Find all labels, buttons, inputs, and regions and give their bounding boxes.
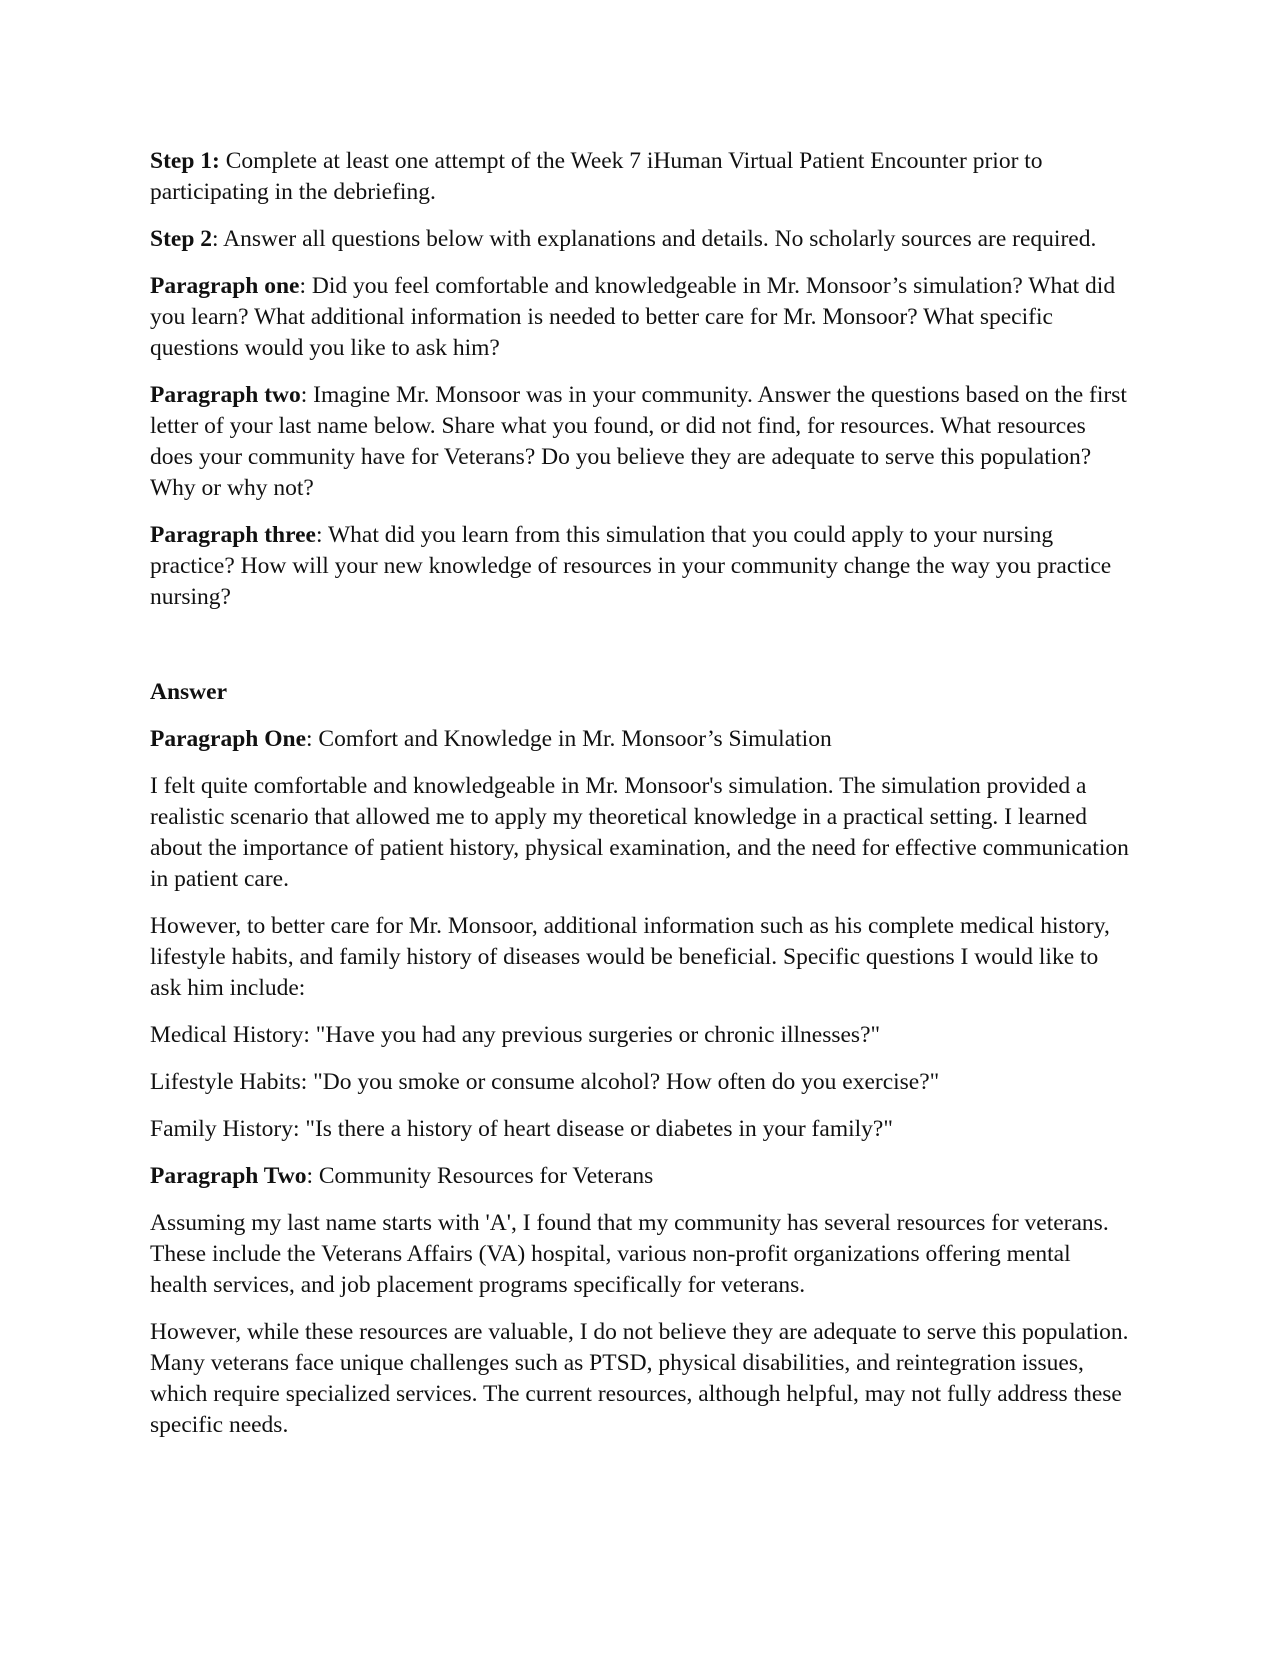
instruction-label: Paragraph two xyxy=(150,382,301,408)
answer-paragraph-two-heading xyxy=(150,1161,1132,1192)
answer-paragraph-two-body-1: Assuming my last name starts with 'A', I found that my community has several resources for veterans. These include the Veterans Affairs (VA) hospital, various non-profit organizations offering mental health services, and job placement programs specifically for veterans. xyxy=(150,1210,1109,1298)
instruction-step-2 xyxy=(150,224,1132,255)
instruction-label: Paragraph three xyxy=(150,522,316,548)
section-label: Paragraph Two xyxy=(150,1163,307,1189)
answer-heading-text: Answer xyxy=(150,679,228,705)
instruction-paragraph-one xyxy=(150,271,1132,364)
question-family-history: Family History: "Is there a history of heart disease or diabetes in your family?" xyxy=(150,1116,893,1142)
instruction-label: Step 1: xyxy=(150,148,220,174)
section-title: : Community Resources for Veterans xyxy=(306,1163,654,1189)
instruction-paragraph-three xyxy=(150,520,1132,613)
instruction-text: : Did you feel comfortable and knowledgeable in Mr. Monsoor’s simulation? What did you learn? What additional information is needed to better care for Mr. Monsoor? What specific questions would you like to ask him? xyxy=(150,273,1116,361)
instruction-text: : What did you learn from this simulation that you could apply to your nursing practice? How will your new knowledge of resources in your community change the way you practice nursing? xyxy=(150,522,1112,610)
document-page xyxy=(150,146,1132,1457)
section-label: Paragraph One xyxy=(150,726,307,752)
instruction-label: Paragraph one xyxy=(150,273,300,299)
section-spacer xyxy=(150,629,1132,677)
instruction-step-1 xyxy=(150,146,1132,208)
instruction-label: Step 2 xyxy=(150,226,213,252)
answer-paragraph-one-heading xyxy=(150,724,1132,755)
answer-paragraph-one-body-1: I felt quite comfortable and knowledgeable in Mr. Monsoor's simulation. The simulation provided a realistic scenario that allowed me to apply my theoretical knowledge in a practical setting. I learned about the importance of patient history, physical examination, and the need for effective communication in patient care. xyxy=(150,773,1129,892)
instruction-text: Complete at least one attempt of the Week 7 iHuman Virtual Patient Encounter prior to participating in the debriefing. xyxy=(150,148,1043,205)
instruction-text: : Imagine Mr. Monsoor was in your community. Answer the questions based on the first letter of your last name below. Share what you found, or did not find, for resources. What resources does your community have for Veterans? Do you believe they are adequate to serve this population? Why or why not? xyxy=(150,382,1127,501)
instruction-paragraph-two xyxy=(150,380,1132,504)
answer-heading xyxy=(150,677,1132,708)
answer-paragraph-one-body-2: However, to better care for Mr. Monsoor, additional information such as his complete medical history, lifestyle habits, and family history of diseases would be beneficial. Specific questions I would like to ask him include: xyxy=(150,913,1110,1001)
question-medical-history: Medical History: "Have you had any previous surgeries or chronic illnesses?" xyxy=(150,1022,881,1048)
answer-paragraph-two-body-2: However, while these resources are valuable, I do not believe they are adequate to serve this population. Many veterans face unique challenges such as PTSD, physical disabilities, and reintegration issues, which require specialized services. The current resources, although helpful, may not fully address these specific needs. xyxy=(150,1319,1129,1438)
instruction-text: : Answer all questions below with explanations and details. No scholarly sources are required. xyxy=(212,226,1097,252)
question-lifestyle-habits: Lifestyle Habits: "Do you smoke or consume alcohol? How often do you exercise?" xyxy=(150,1069,940,1095)
section-title: : Comfort and Knowledge in Mr. Monsoor’s Simulation xyxy=(306,726,832,752)
